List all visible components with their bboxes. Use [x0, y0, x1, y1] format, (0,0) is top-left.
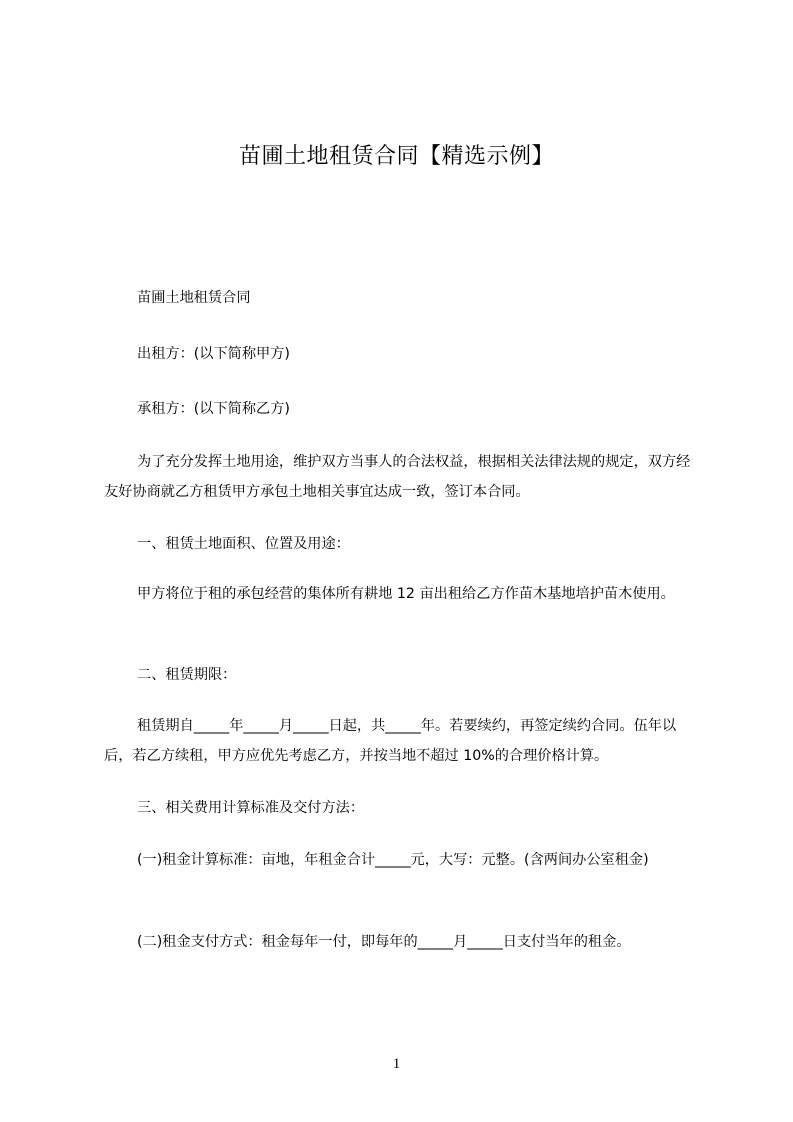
document-title: 苗圃土地租赁合同【精选示例】 [238, 144, 554, 169]
page-number: 1 [392, 1056, 401, 1072]
contract-heading: 苗圃土地租赁合同 [137, 290, 251, 306]
section-3-item-1: (一)租金计算标准：亩地，年租金合计_____元，大写：元整。(含两间办公室租金) [137, 852, 649, 868]
lessor-line: 出租方：(以下简称甲方) [137, 346, 290, 362]
preamble-paragraph: 为了充分发挥土地用途，维护双方当事人的合法权益，根据相关法律法规的规定，双方经友好协商就乙方租赁甲方承包土地相关事宜达成一致，签订本合同。 [104, 454, 691, 500]
section-2-heading: 二、租赁期限： [137, 667, 237, 683]
section-2-body: 租赁期自_____年_____月_____日起，共_____年。若要续约，再签定续约合同。伍年以后，若乙方续租，甲方应优先考虑乙方，并按当地不超过 10%的合理价格计算。 [104, 718, 677, 764]
section-1-body: 甲方将位于租的承包经营的集体所有耕地 12 亩出租给乙方作苗木基地培护苗木使用。 [137, 586, 675, 602]
section-3-item-2: (二)租金支付方式：租金每年一付，即每年的_____月_____日支付当年的租金。 [137, 934, 631, 950]
lessee-line: 承租方：(以下简称乙方) [137, 401, 290, 417]
section-1-heading: 一、租赁土地面积、位置及用途： [137, 536, 350, 552]
section-3-heading: 三、相关费用计算标准及交付方法： [137, 800, 365, 816]
